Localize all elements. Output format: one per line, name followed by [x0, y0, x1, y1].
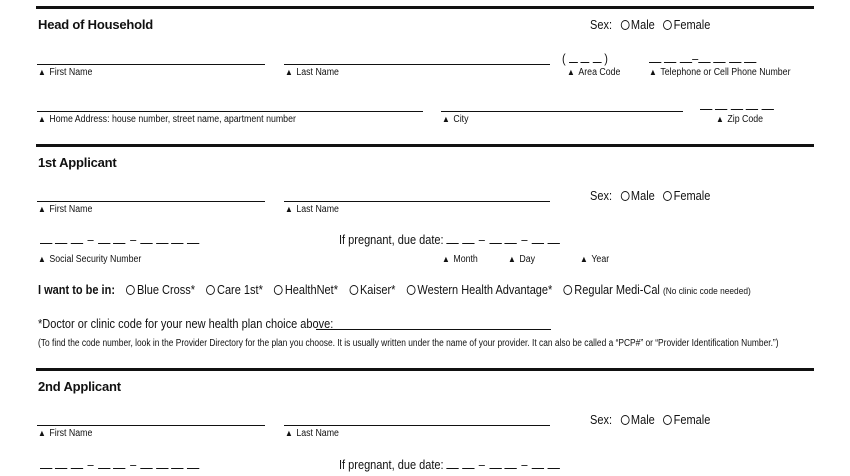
- up-arrow-icon: ▲: [508, 254, 516, 264]
- address-field[interactable]: [37, 111, 423, 112]
- ssn-field[interactable]: – –: [40, 458, 199, 472]
- section-title: 2nd Applicant: [38, 379, 121, 394]
- male-radio[interactable]: [620, 415, 629, 425]
- day-blank[interactable]: [505, 458, 517, 469]
- up-arrow-icon: ▲: [580, 254, 588, 264]
- sex-choice: [590, 18, 710, 32]
- month-blank[interactable]: [462, 233, 474, 244]
- male-radio[interactable]: [620, 20, 629, 30]
- up-arrow-icon: ▲: [38, 428, 46, 438]
- phone-field[interactable]: –: [649, 52, 757, 66]
- day-blank[interactable]: [489, 233, 501, 244]
- kaiser-radio[interactable]: [349, 285, 358, 295]
- last-name-caption: ▲ Last Name: [285, 204, 339, 215]
- sex-label: Sex:: [590, 413, 613, 427]
- zip-field[interactable]: [700, 99, 774, 113]
- month-blank[interactable]: [447, 458, 459, 469]
- section-divider: [36, 368, 814, 371]
- plan-option: Kaiser*: [359, 283, 396, 297]
- due-date-field: If pregnant, due date: – –: [339, 233, 560, 247]
- sex-choice: [590, 189, 710, 203]
- pregnant-label: If pregnant, due date:: [339, 458, 444, 472]
- last-name-caption: ▲ Last Name: [285, 67, 339, 78]
- address-caption: ▲ Home Address: house number, street name, apartment number: [38, 114, 296, 125]
- day-blank[interactable]: [489, 458, 501, 469]
- first-name-caption: ▲ First Name: [38, 428, 93, 439]
- year-blank[interactable]: [532, 458, 544, 469]
- month-blank[interactable]: [462, 458, 474, 469]
- no-clinic-note: (No clinic code needed): [662, 286, 751, 297]
- female-label: Female: [673, 18, 711, 32]
- female-radio[interactable]: [663, 415, 672, 425]
- first-name-field[interactable]: [37, 64, 265, 65]
- up-arrow-icon: ▲: [38, 204, 46, 214]
- due-date-field: If pregnant, due date: – –: [339, 458, 560, 472]
- month-caption: ▲ Month: [442, 254, 478, 265]
- want-label: I want to be in:: [38, 283, 115, 297]
- year-blank[interactable]: [547, 233, 559, 244]
- male-radio[interactable]: [620, 191, 629, 201]
- up-arrow-icon: ▲: [716, 114, 724, 124]
- female-radio[interactable]: [663, 20, 672, 30]
- up-arrow-icon: ▲: [442, 254, 450, 264]
- blue-cross-radio[interactable]: [126, 285, 135, 295]
- up-arrow-icon: ▲: [285, 204, 293, 214]
- male-label: Male: [630, 18, 655, 32]
- year-caption: ▲ Year: [580, 254, 610, 265]
- city-field[interactable]: [441, 111, 683, 112]
- plan-option: Care 1st*: [216, 283, 263, 297]
- last-name-caption: ▲ Last Name: [285, 428, 339, 439]
- ssn-caption: ▲ Social Security Number: [38, 254, 142, 265]
- section-title: 1st Applicant: [38, 155, 117, 170]
- plan-choice-row: [38, 283, 751, 297]
- area-code-field[interactable]: ( ): [562, 52, 608, 66]
- sex-label: Sex:: [590, 189, 613, 203]
- ssn-field[interactable]: – –: [40, 233, 199, 247]
- doctor-code-label: *Doctor or clinic code for your new health plan choice above:: [38, 317, 334, 331]
- area-code-caption: ▲ Area Code: [567, 67, 621, 78]
- female-label: Female: [673, 189, 711, 203]
- up-arrow-icon: ▲: [649, 67, 657, 77]
- up-arrow-icon: ▲: [38, 114, 46, 124]
- up-arrow-icon: ▲: [38, 67, 46, 77]
- last-name-field[interactable]: [284, 64, 550, 65]
- first-name-field[interactable]: [37, 201, 265, 202]
- plan-option: Regular Medi-Cal: [574, 283, 660, 297]
- day-caption: ▲ Day: [508, 254, 536, 265]
- plan-option: HealthNet*: [284, 283, 339, 297]
- up-arrow-icon: ▲: [38, 254, 46, 264]
- first-name-caption: ▲ First Name: [38, 67, 93, 78]
- section-divider: [36, 144, 814, 147]
- plan-option: Western Health Advantage*: [417, 283, 553, 297]
- first-name-caption: ▲ First Name: [38, 204, 93, 215]
- year-blank[interactable]: [547, 458, 559, 469]
- female-radio[interactable]: [663, 191, 672, 201]
- city-caption: ▲ City: [442, 114, 469, 125]
- healthnet-radio[interactable]: [274, 285, 283, 295]
- year-blank[interactable]: [532, 233, 544, 244]
- code-note: (To find the code number, look in the Provider Directory for the plan you choose. It is usually written under the name of your provider. It can also be called a “PCP#” or “Provider Identification Number.”): [38, 338, 779, 349]
- up-arrow-icon: ▲: [285, 67, 293, 77]
- section-divider: [36, 6, 814, 9]
- up-arrow-icon: ▲: [442, 114, 450, 124]
- regular-medi-cal-radio[interactable]: [564, 285, 573, 295]
- sex-choice: [590, 413, 710, 427]
- care-1st-radio[interactable]: [206, 285, 215, 295]
- up-arrow-icon: ▲: [285, 428, 293, 438]
- western-health-radio[interactable]: [407, 285, 416, 295]
- month-blank[interactable]: [447, 233, 459, 244]
- male-label: Male: [630, 413, 655, 427]
- plan-option: Blue Cross*: [136, 283, 196, 297]
- female-label: Female: [673, 413, 711, 427]
- doctor-code-field[interactable]: [316, 329, 551, 330]
- up-arrow-icon: ▲: [567, 67, 575, 77]
- zip-caption: ▲ Zip Code: [716, 114, 764, 125]
- last-name-field[interactable]: [284, 425, 550, 426]
- last-name-field[interactable]: [284, 201, 550, 202]
- phone-caption: ▲ Telephone or Cell Phone Number: [649, 67, 791, 78]
- sex-label: Sex:: [590, 18, 613, 32]
- male-label: Male: [630, 189, 655, 203]
- day-blank[interactable]: [505, 233, 517, 244]
- section-title: Head of Household: [38, 17, 154, 32]
- first-name-field[interactable]: [37, 425, 265, 426]
- pregnant-label: If pregnant, due date:: [339, 233, 444, 247]
